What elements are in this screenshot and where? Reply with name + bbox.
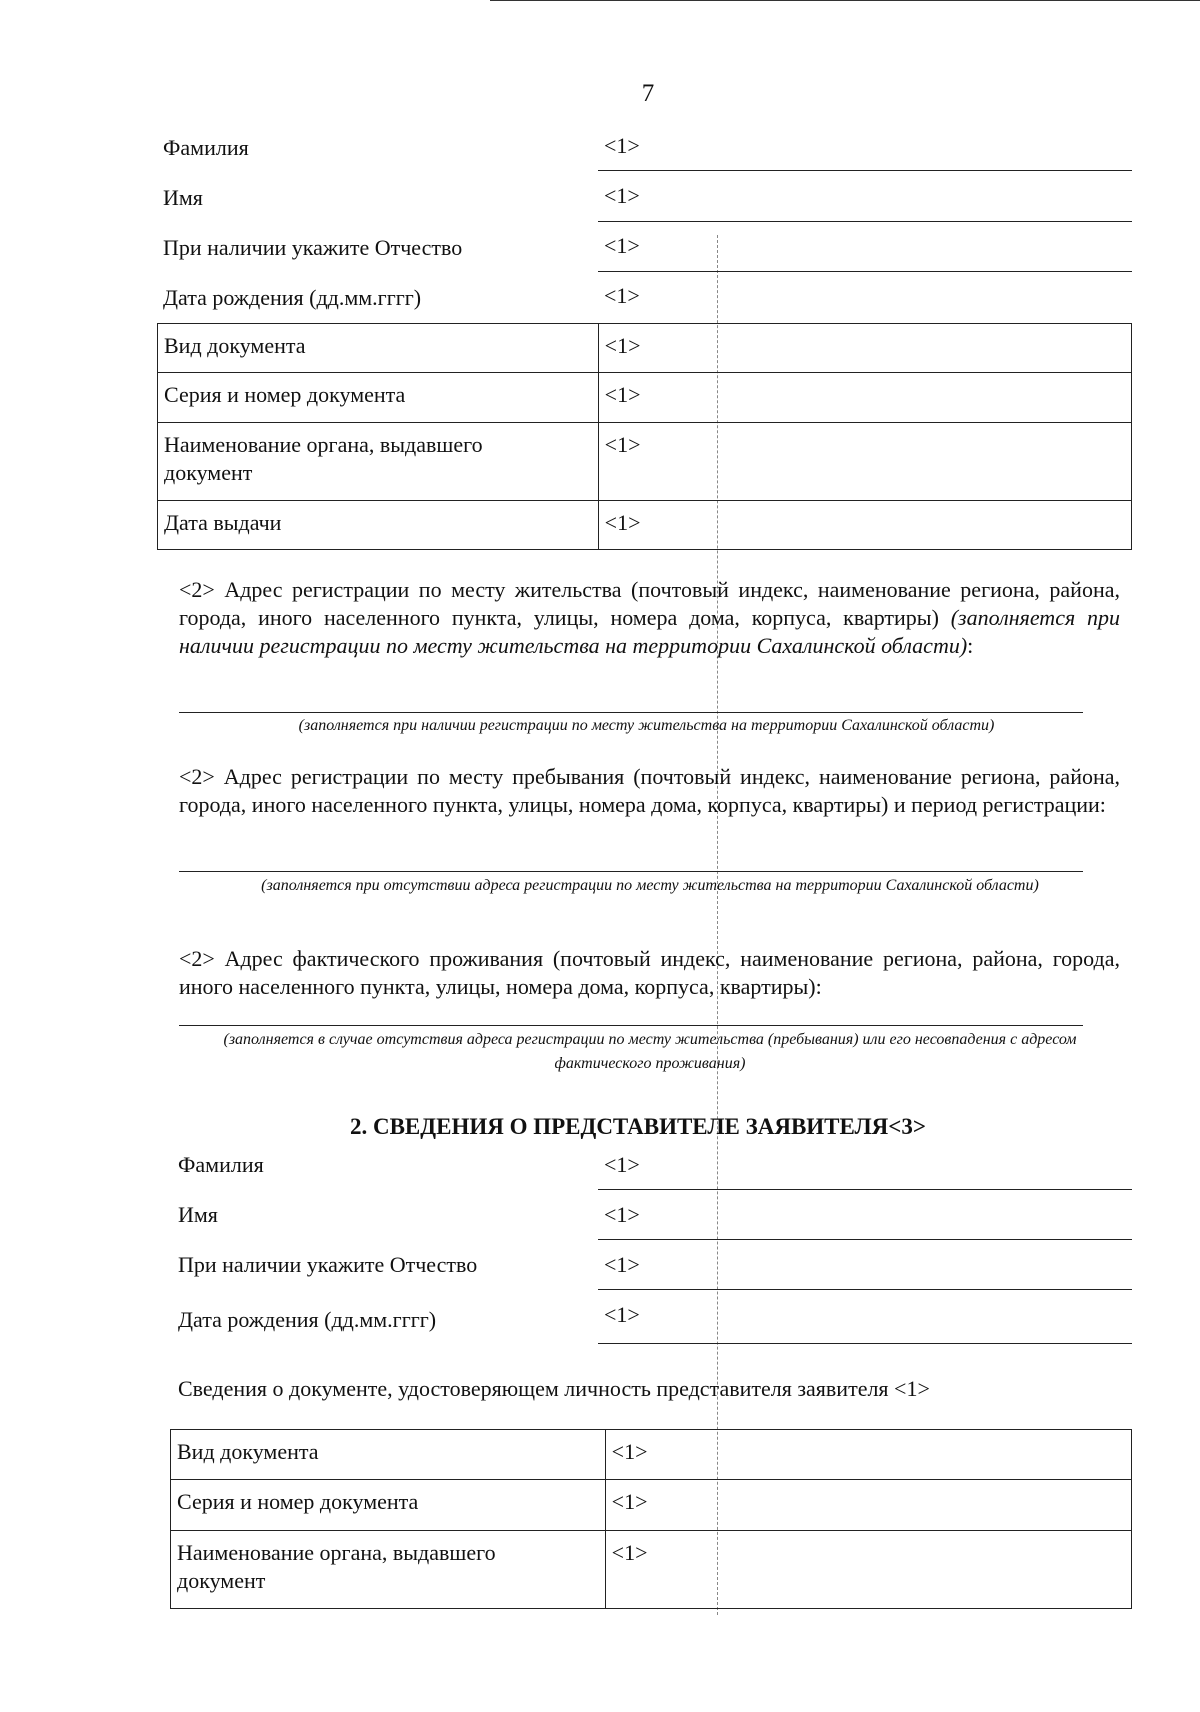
table-row [171,1430,1132,1480]
top-edge-line [490,0,1200,1]
address-residence-input-line[interactable] [179,712,1083,713]
address-stay-input-line[interactable] [179,871,1083,872]
rep-name-value[interactable]: <1> [604,1202,640,1227]
document-type-label: Вид документа [158,324,599,373]
document-type-value[interactable]: <1> [598,324,1131,373]
rep-patronymic-line [598,1289,1132,1290]
applicant-surname-line [598,170,1132,171]
rep-document-intro: Сведения о документе, удостоверяющем личность представителя заявителя <1> [178,1376,930,1401]
rep-document-number-value[interactable]: <1> [605,1480,1131,1531]
table-row [158,373,1132,423]
issue-date-label: Дата выдачи [158,501,599,550]
rep-issuing-authority-label: Наименование органа, выдавшего документ [171,1531,606,1609]
address-actual-hint: (заполняется в случае отсутствия адреса регистрации по месту жительства (пребывания) или его несовпадения с адресом фактического проживания) [223,1031,1077,1072]
rep-birthdate-label: Дата рождения (дд.мм.гггг) [178,1307,437,1332]
table-row [171,1480,1132,1531]
issuing-authority-label: Наименование органа, выдавшего документ [158,423,599,501]
applicant-patronymic-value[interactable]: <1> [604,233,640,258]
applicant-name-label: Имя [163,185,203,210]
address-residence-italic: (заполняется при наличии регистрации по месту жительства на территории Сахалинской области) [179,605,1120,658]
rep-birthdate-value[interactable]: <1> [604,1302,640,1327]
applicant-birthdate-value[interactable]: <1> [604,283,640,308]
rep-birthdate-line [598,1343,1132,1344]
rep-name-label: Имя [178,1202,218,1227]
address-stay-hint: (заполняется при отсутствии адреса регистрации по месту жительства на территории Сахалинской области) [261,877,1039,894]
address-residence-tail: : [967,633,974,658]
address-actual-text: <2> Адрес фактического проживания (почтовый индекс, наименование региона, района, города, иного населенного пункта, улицы, номера дома, корпуса, квартиры): [179,946,1120,999]
rep-patronymic-label: При наличии укажите Отчество [178,1252,478,1277]
address-residence-text [179,576,1120,660]
table-row [158,423,1132,501]
table-row [158,501,1132,550]
table-row [171,1531,1132,1609]
issuing-authority-value[interactable]: <1> [598,423,1131,501]
address-residence-hint: (заполняется при наличии регистрации по месту жительства на территории Сахалинской области) [298,717,995,734]
rep-document-number-label: Серия и номер документа [171,1480,606,1531]
applicant-patronymic-label: При наличии укажите Отчество [163,235,463,260]
applicant-document-table [157,323,1132,550]
table-row [158,324,1132,373]
rep-surname-label: Фамилия [178,1152,264,1177]
rep-document-type-label: Вид документа [171,1430,606,1480]
issue-date-value[interactable]: <1> [598,501,1131,550]
applicant-name-value[interactable]: <1> [604,183,640,208]
section-title: 2. СВЕДЕНИЯ О ПРЕДСТАВИТЕЛЕ ЗАЯВИТЕЛЯ<3> [349,1114,927,1139]
rep-surname-value[interactable]: <1> [604,1152,640,1177]
applicant-birthdate-label: Дата рождения (дд.мм.гггг) [163,285,422,310]
address-stay-text: <2> Адрес регистрации по месту пребывания (почтовый индекс, наименование региона, района, города, иного населенного пункта, улицы, номера дома, корпуса, квартиры) и период регистрации: [179,764,1120,817]
rep-name-line [598,1239,1132,1240]
rep-document-type-value[interactable]: <1> [605,1430,1131,1480]
applicant-surname-label: Фамилия [163,135,249,160]
applicant-name-line [598,221,1132,222]
rep-document-table [170,1429,1132,1609]
rep-issuing-authority-value[interactable]: <1> [605,1531,1131,1609]
document-number-label: Серия и номер документа [158,373,599,423]
applicant-patronymic-line [598,271,1132,272]
rep-patronymic-value[interactable]: <1> [604,1252,640,1277]
document-number-value[interactable]: <1> [598,373,1131,423]
rep-surname-line [598,1189,1132,1190]
address-residence-regular: <2> Адрес регистрации по месту жительства (почтовый индекс, наименование региона, района, города, иного населенного пункта, улицы, номера дома, корпуса, квартиры) [179,577,1120,630]
address-actual-input-line[interactable] [179,1025,1083,1026]
page-number: 7 [641,80,655,107]
applicant-surname-value[interactable]: <1> [604,133,640,158]
